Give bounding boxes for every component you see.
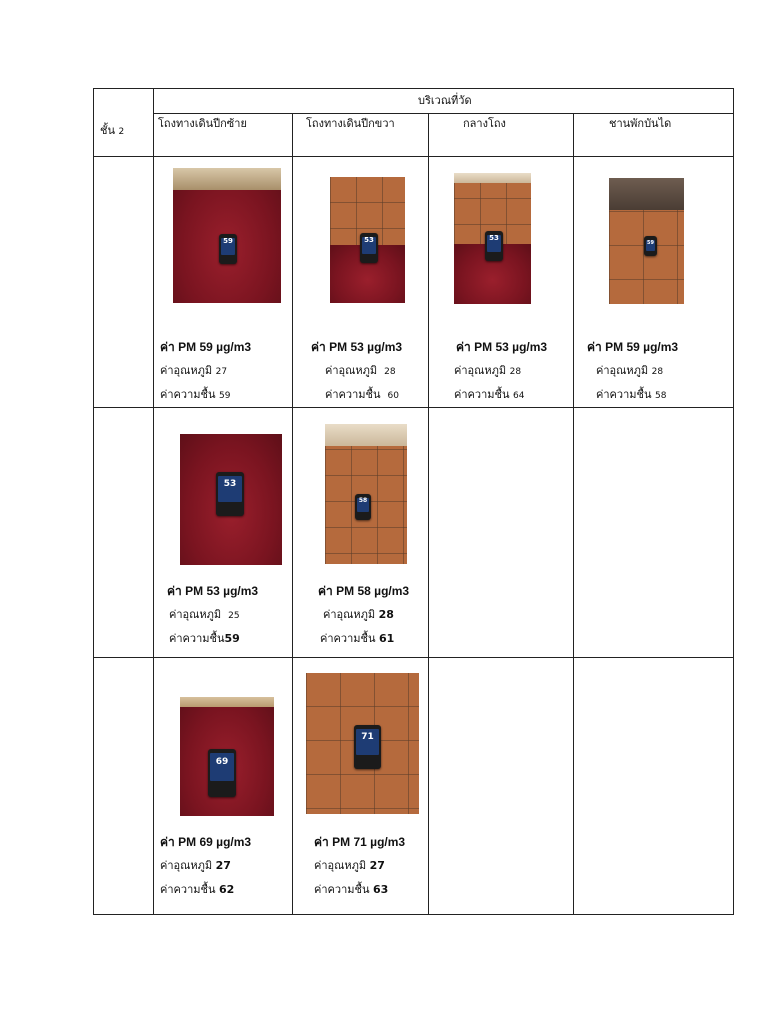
header-subline — [153, 113, 733, 114]
table-border-bottom — [93, 914, 733, 915]
pm-meter-device: 58 — [355, 494, 371, 520]
pm-meter-device: 69 — [208, 749, 236, 797]
humid-reading-r1-c1: ค่าความชื้น 59 — [160, 388, 231, 401]
col-divider-1 — [153, 88, 154, 915]
col-header-stair-landing: ชานพักบันได — [609, 117, 672, 130]
table-border-top — [93, 88, 733, 89]
temp-reading-r1-c1: ค่าอุณหภูมิ 27 — [160, 364, 228, 377]
pm-reading-r2-c1: ค่า PM 53 µg/m3 — [167, 584, 259, 598]
pm-meter-device: 53 — [360, 233, 378, 263]
humid-reading-r3-c2: ค่าความชื้น 63 — [314, 883, 389, 896]
humid-reading-r1-c2: ค่าความชื้น 60 — [325, 388, 399, 401]
floor-number: 2 — [118, 127, 125, 137]
col-header-center-hall: กลางโถง — [463, 117, 506, 130]
pm-meter-device: 71 — [354, 725, 381, 769]
table-border-right — [733, 88, 734, 915]
pm-reading-r3-c2: ค่า PM 71 µg/m3 — [314, 835, 406, 849]
temp-reading-r3-c2: ค่าอุณหภูมิ 27 — [314, 859, 385, 872]
pm-reading-r2-c2: ค่า PM 58 µg/m3 — [318, 584, 410, 598]
temp-reading-r1-c3: ค่าอุณหภูมิ 28 — [454, 364, 522, 377]
floor-text: ชั้น — [100, 124, 115, 137]
photo-r2-c2 — [325, 424, 407, 564]
photo-r3-c2 — [306, 673, 419, 814]
table-border-left — [93, 88, 94, 915]
pm-reading-r3-c1: ค่า PM 69 µg/m3 — [160, 835, 252, 849]
humid-reading-r2-c1: ค่าความชื้น59 — [169, 632, 240, 645]
col-header-left-wing: โถงทางเดินปีกซ้าย — [158, 117, 247, 130]
col-divider-3 — [428, 113, 429, 915]
col-header-right-wing: โถงทางเดินปีกขวา — [306, 117, 395, 130]
temp-reading-r1-c4: ค่าอุณหภูมิ 28 — [596, 364, 664, 377]
row-divider-3 — [93, 657, 733, 658]
photo-r2-c1 — [180, 434, 282, 565]
pm-reading-r1-c4: ค่า PM 59 µg/m3 — [587, 340, 679, 354]
pm-reading-r1-c2: ค่า PM 53 µg/m3 — [311, 340, 403, 354]
photo-r1-c4 — [609, 178, 684, 304]
temp-reading-r2-c2: ค่าอุณหภูมิ 28 — [323, 608, 394, 621]
humid-reading-r3-c1: ค่าความชื้น 62 — [160, 883, 235, 896]
photo-r1-c2 — [330, 177, 405, 303]
col-divider-4 — [573, 113, 574, 915]
pm-meter-device: 53 — [485, 231, 503, 261]
row-divider-2 — [93, 407, 733, 408]
temp-reading-r2-c1: ค่าอุณหภูมิ 25 — [169, 608, 240, 621]
photo-r1-c3 — [454, 173, 531, 304]
pm-meter-device: 59 — [219, 234, 237, 264]
pm-meter-device: 53 — [216, 472, 244, 516]
temp-reading-r3-c1: ค่าอุณหภูมิ 27 — [160, 859, 231, 872]
humid-reading-r1-c4: ค่าความชื้น 58 — [596, 388, 667, 401]
pm-reading-r1-c3: ค่า PM 53 µg/m3 — [456, 340, 548, 354]
photo-r1-c1 — [173, 168, 281, 303]
area-heading: บริเวณที่วัด — [418, 94, 472, 107]
photo-r3-c1 — [180, 697, 274, 816]
floor-label — [100, 124, 124, 139]
pm-reading-r1-c1: ค่า PM 59 µg/m3 — [160, 340, 252, 354]
temp-reading-r1-c2: ค่าอุณหภูมิ 28 — [325, 364, 396, 377]
humid-reading-r1-c3: ค่าความชื้น 64 — [454, 388, 525, 401]
col-divider-2 — [292, 113, 293, 915]
pm-meter-device: 59 — [644, 236, 657, 256]
humid-reading-r2-c2: ค่าความชื้น 61 — [320, 632, 395, 645]
row-divider-1 — [93, 156, 733, 157]
